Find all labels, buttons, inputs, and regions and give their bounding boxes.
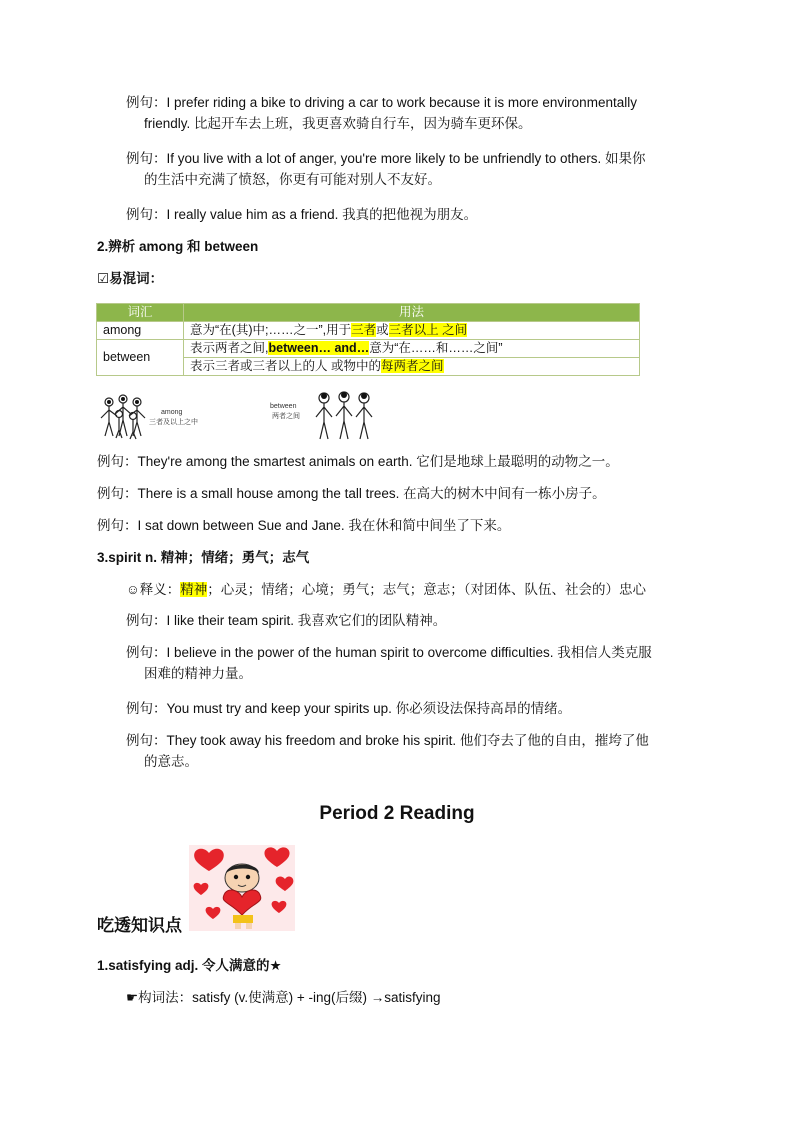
table-row bbox=[97, 340, 640, 358]
item-heading: 1.satisfying adj. 令人满意的★ bbox=[97, 958, 282, 973]
table-word-cell: among bbox=[97, 322, 184, 340]
table-header-cell: 用法 bbox=[184, 304, 640, 322]
section-heading: 2.辨析 among 和 between bbox=[97, 239, 259, 254]
section-subheading: ☑易混词： bbox=[97, 271, 164, 286]
period-title: Period 2 Reading bbox=[319, 803, 475, 824]
meaning-line: ☺释义：精神；心灵；情绪；心境；勇气；志气；意志；（对团体、队伍、社会的）忠心 bbox=[126, 582, 647, 597]
example-sentence: 例句：I like their team spirit. 我喜欢它们的团队精神。 bbox=[126, 613, 447, 628]
example-sentence: 例句：You must try and keep your spirits up. 你必须设法保持高昂的情绪。 bbox=[126, 701, 572, 716]
example-sentence: 例句：I really value him as a friend. 我真的把他视为朋友。 bbox=[126, 207, 478, 222]
example-sentence: 例句：I believe in the power of the human spirit to overcome difficulties. 我相信人类克服 困难的精神力量。 bbox=[126, 645, 652, 681]
cartoon-hearts-image bbox=[189, 845, 295, 931]
example-sentence: 例句：If you live with a lot of anger, you're more likely to be unfriendly to others. 如果你 的生活中充满了愤怒，你更有可能对别人不友好。 bbox=[126, 151, 646, 187]
between-illustration bbox=[266, 389, 380, 441]
table-header-cell: 词汇 bbox=[97, 304, 184, 322]
among-label-cn: 三者及以上之中 bbox=[149, 418, 198, 426]
table-word-cell: between bbox=[97, 340, 184, 376]
between-label: between bbox=[270, 403, 297, 410]
example-sentence: 例句：They took away his freedom and broke his spirit. 他们夺去了他的自由，摧垮了他 的意志。 bbox=[126, 733, 649, 769]
vocab-table bbox=[96, 303, 640, 376]
knowledge-heading: 吃透知识点 bbox=[97, 916, 182, 935]
example-sentence: 例句：They're among the smartest animals on earth. 它们是地球上最聪明的动物之一。 bbox=[97, 454, 619, 469]
table-usage-cell: 意为“在(其)中;……之一”,用于三者或三者以上 之间 bbox=[184, 322, 640, 340]
section-heading: 3.spirit n. 精神；情绪；勇气；志气 bbox=[97, 550, 310, 565]
example-sentence: 例句：I prefer riding a bike to driving a car to work because it is more environmentally friendly. 比起开车去上班，我更喜欢骑自行车，因为骑车更环保。 bbox=[126, 95, 637, 131]
among-label: among bbox=[161, 409, 183, 416]
table-row bbox=[97, 322, 640, 340]
word-formation-line: ☛构词法：satisfy (v.使满意) + -ing(后缀) →satisfying bbox=[126, 990, 441, 1005]
table-usage-cell: 表示三者或三者以上的人 或物中的每两者之间 bbox=[184, 358, 640, 376]
table-usage-cell: 表示两者之间,between… and…意为“在……和……之间” bbox=[184, 340, 640, 358]
example-sentence: 例句：I sat down between Sue and Jane. 我在休和简中间坐了下来。 bbox=[97, 518, 511, 533]
among-illustration bbox=[97, 392, 201, 442]
example-sentence: 例句：There is a small house among the tall trees. 在高大的树木中间有一栋小房子。 bbox=[97, 486, 606, 501]
table-header-row bbox=[97, 304, 640, 322]
between-label-cn: 两者之间 bbox=[272, 412, 300, 420]
